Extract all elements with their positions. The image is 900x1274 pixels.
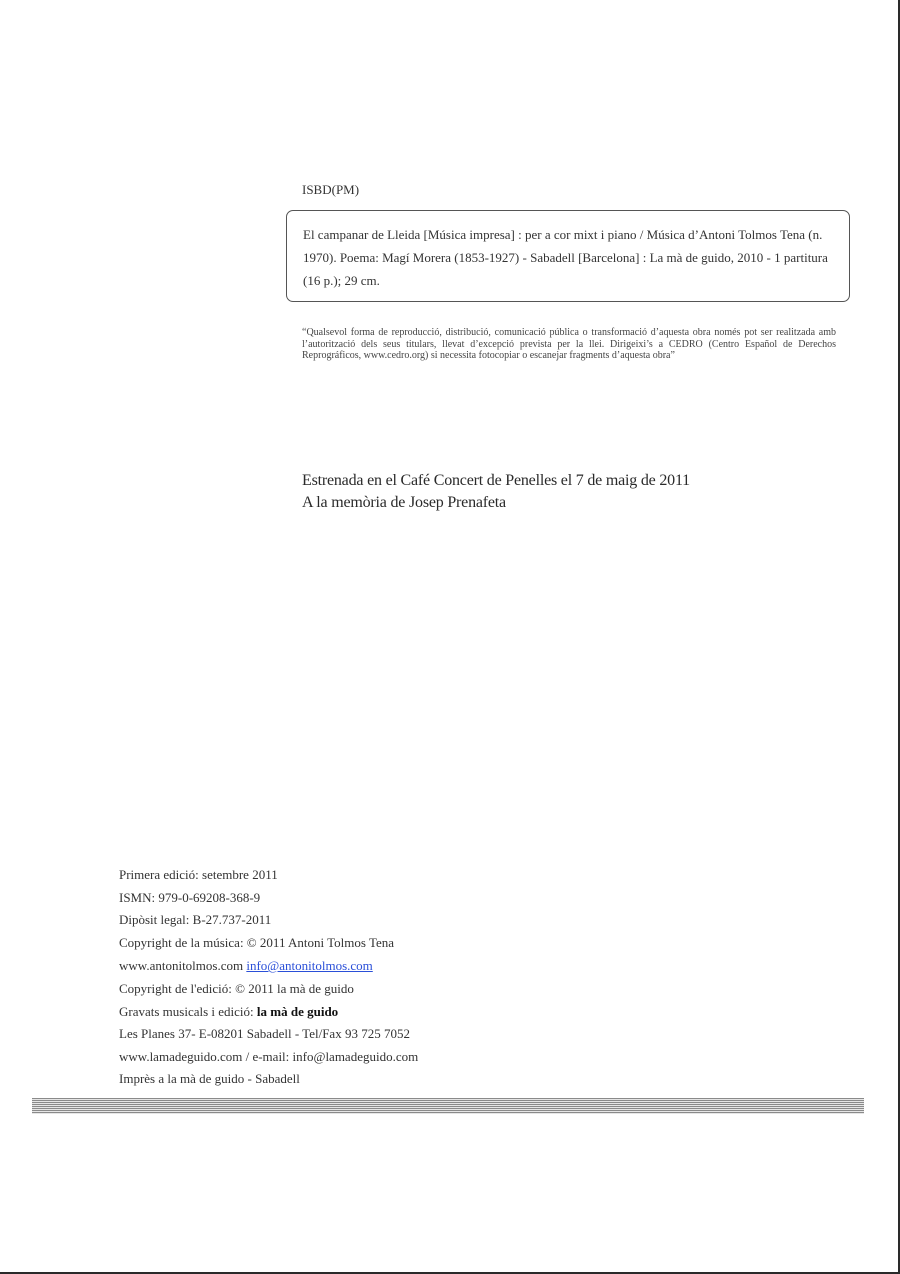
premiere-block [302,470,822,514]
composer-contact [119,954,579,978]
colophon [119,864,579,1091]
engraving-credit [119,1001,579,1024]
isbd-label: ISBD(PM) [302,182,360,197]
publisher-address: Les Planes 37- E-08201 Sabadell - Tel/Fax 93 725 7052 [119,1026,410,1041]
dedication-line: A la memòria de Josep Prenafeta [302,494,506,511]
music-copyright: Copyright de la música: © 2011 Antoni Tolmos Tena [119,934,395,950]
premiere-line: Estrenada en el Café Concert de Penelles el 7 de maig de 2011 [302,472,690,489]
first-edition: Primera edició: setembre 2011 [119,867,278,882]
publisher-name: la mà de guido [256,1003,339,1019]
printed-by: Imprès a la mà de guido - Sabadell [119,1071,300,1086]
legal-deposit: Dipòsit legal: B-27.737-2011 [119,912,272,927]
rights-notice: “Qualsevol forma de reproducció, distribució, comunicació pública o transformació d’aquesta obra només pot ser realitzada amb l’autorització dels seus titulars, llevat d’excepció prevista per la llei. Dirigeixi’s a CEDRO (Centro Español de Derechos Reprográficos, www.cedro.org) si necessita fotocopiar o escanejar fragments d’aquesta obra” [302,327,836,361]
edition-copyright: Copyright de l'edició: © 2011 la mà de guido [119,981,354,996]
composer-website: www.antonitolmos.com [119,958,244,973]
isbd-record-box [286,210,850,302]
engraving-prefix: Gravats musicals i edició: [119,1003,254,1019]
isbd-record-text: El campanar de Lleida [Música impresa] : per a cor mixt i piano / Música d’Antoni Tolmos Tena (n. 1970). Poema: Magí Morera (1853-1927) - Sabadell [Barcelona] : La mà de guido, 2010 - 1 partitura (16 p.); 29 cm. [303,227,828,288]
composer-email-link[interactable]: info@antonitolmos.com [246,958,373,973]
decorative-rule [32,1098,864,1114]
ismn: ISMN: 979-0-69208-368-9 [119,889,261,905]
publisher-web-email: www.lamadeguido.com / e-mail: info@lamadeguido.com [119,1048,419,1064]
